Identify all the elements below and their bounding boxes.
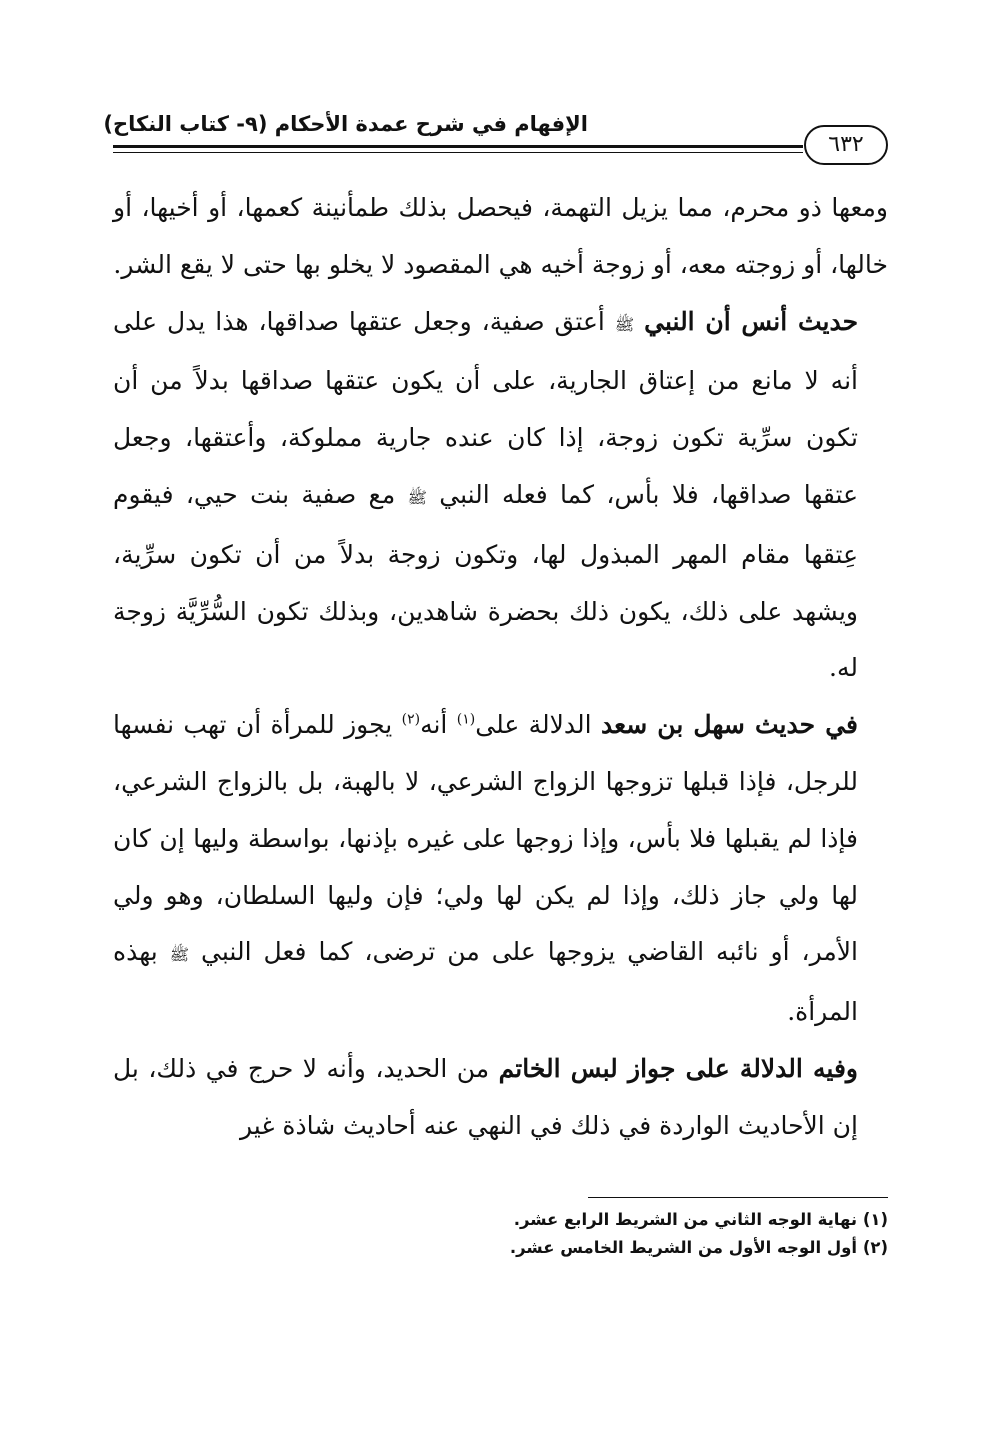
header-rule-thin xyxy=(113,152,803,153)
main-text xyxy=(113,180,888,1155)
paragraph-3-text-a: الدلالة على xyxy=(475,710,592,740)
paragraph-3-text-d: بهذه المرأة. xyxy=(113,937,858,1027)
paragraph-3 xyxy=(113,697,888,1041)
footnote-separator xyxy=(588,1197,888,1198)
footnote-ref-1: (١) xyxy=(456,711,476,728)
honorific-glyph: ﷺ xyxy=(169,945,190,965)
footnote-1: (١) نهاية الوجه الثاني من الشريط الرابع عشر. xyxy=(513,1210,888,1229)
paragraph-2-text: أعتق صفية، وجعل عتقها صداقها، هذا يدل على أنه لا مانع من إعتاق الجارية، على أن يكون عتقها صداقها بدلاً من أن تكون سرِّية تكون زوجة، إذا كان عنده جارية مملوكة، وأعتقها، وجعل عتقها صداقها، فلا بأس، كما فعله النبي xyxy=(113,306,859,509)
footnotes xyxy=(400,1206,888,1262)
page-header xyxy=(103,112,888,172)
page-number: ٦٣٢ xyxy=(804,125,888,165)
hadith-anas-heading: حديث أنس أن النبي xyxy=(644,306,859,336)
paragraph-2 xyxy=(113,294,888,698)
paragraph-1: ومعها ذو محرم، مما يزيل التهمة، فيحصل بذلك طمأنينة كعمها، أو أخيها، أو خالها، أو زوجته معه، أو زوجة أخيه هي المقصود لا يخلو بها حتى لا يقع الشر. xyxy=(113,193,888,279)
honorific-glyph: ﷺ xyxy=(407,487,427,507)
paragraph-4 xyxy=(113,1041,888,1155)
paragraph-4-text: من الحديد، وأنه لا حرج في ذلك، بل إن الأحاديث الواردة في ذلك في النهي عنه أحاديث شاذة غير xyxy=(113,1053,858,1140)
header-rule-thick xyxy=(113,145,803,148)
hadith-sahl-heading: في حديث سهل بن سعد xyxy=(601,710,858,740)
paragraph-2-text-b: مع صفية بنت حيي، فيقوم عِتقها مقام المهر المبذول لها، وتكون زوجة بدلاً من أن تكون سرِّية، ويشهد على ذلك، يكون ذلك بحضرة شاهدين، وبذلك تكون السُّرِّيَّة زوجة له. xyxy=(113,479,858,683)
honorific-glyph: ﷺ xyxy=(614,314,635,334)
footnote-ref-2: (٢) xyxy=(401,711,421,728)
paragraph-3-text-b: أنه xyxy=(420,710,448,740)
ring-ruling-heading: وفيه الدلالة على جواز لبس الخاتم xyxy=(498,1053,858,1083)
footnote-2: (٢) أول الوجه الأول من الشريط الخامس عشر. xyxy=(509,1238,888,1257)
running-header-title: الإفهام في شرح عمدة الأحكام (٩- كتاب النكاح) xyxy=(103,112,588,136)
paragraph-3-text-c: يجوز للمرأة أن تهب نفسها للرجل، فإذا قبلها تزوجها الزواج الشرعي، لا بالهبة، بل بالزواج الشرعي، فإذا لم يقبلها فلا بأس، وإذا زوجها على غيره بإذنها، بواسطة وليها إن كان لها ولي جاز ذلك، وإذا لم يكن لها ولي؛ فإن وليها السلطان، وهو ولي الأمر، أو نائبه القاضي يزوجها على من ترضى، كما فعل النبي xyxy=(113,710,858,967)
